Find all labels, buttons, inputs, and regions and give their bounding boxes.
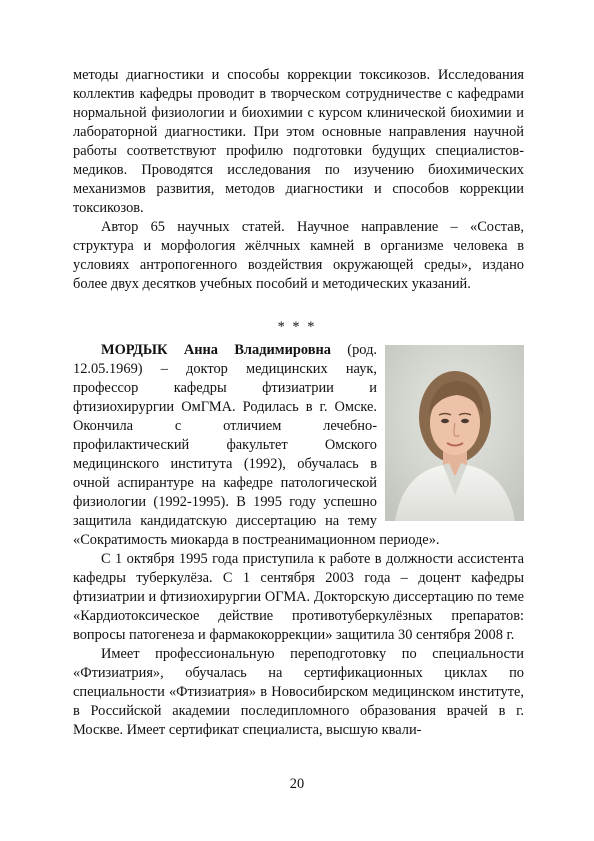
- biography-section: [73, 341, 524, 740]
- page-number: 20: [289, 776, 305, 792]
- portrait-photo: [385, 345, 524, 521]
- paragraph-4: Имеет профессиональную переподготовку по специальности «Фтизиатрия», обучалась на сертификационных циклах по специальности «Фтизиатрия» в Новосибирском медицинском институте, в Российской академии последипломного образования врачей в г. Москве. Имеет сертификат специалиста, высшую квали-: [73, 646, 524, 738]
- paragraph-1: методы диагностики и способы коррекции токсикозов. Исследования коллектив кафедры проводит в творческом сотрудничестве с кафедрами нормальной физиологии и биохимии с курсом клинической биохимии и лабораторной диагностики. При этом основные направления научной работы соответствуют профилю подготовки будущих специалистов-медиков. Проводятся исследования по изучению биохимических механизмов развития, методов диагностики и способов коррекции токсикозов.: [73, 67, 524, 216]
- person-name: МОРДЫК Анна Владимировна: [101, 342, 331, 358]
- biography-intro: (род. 12.05.1969) – доктор медицинских наук, профессор кафедры фтизиатрии и фтизиохирургии ОмГМА. Родилась в г. Омске. Окончила с отличием лечебно-профилактический факультет Омского медицинского института (1992), обучалась в очной аспирантуре на кафедре патологической физиологии (1992-1995). В 1995 году успешно защитила кандидатскую диссертацию на тему «Сократимость миокарда в постреанимационном периоде».: [73, 342, 440, 548]
- section-separator: * * *: [277, 319, 317, 335]
- paragraph-2: Автор 65 научных статей. Научное направление – «Состав, структура и морфология жёлчных камней в организме человека в условиях антропогенного воздействия окружающей среды», издано более двух десятков учебных пособий и методических указаний.: [73, 219, 524, 292]
- body-text-top: [73, 66, 524, 294]
- paragraph-3: С 1 октября 1995 года приступила к работе в должности ассистента кафедры туберкулёза. С 1 сентября 2003 года – доцент кафедры фтизиатрии и фтизиохирургии ОГМА. Докторскую диссертацию по теме «Кардиотоксическое действие противотуберкулёзных препаратов: вопросы патогенеза и фармакокоррекции» защитила 30 сентября 2008 г.: [73, 551, 524, 643]
